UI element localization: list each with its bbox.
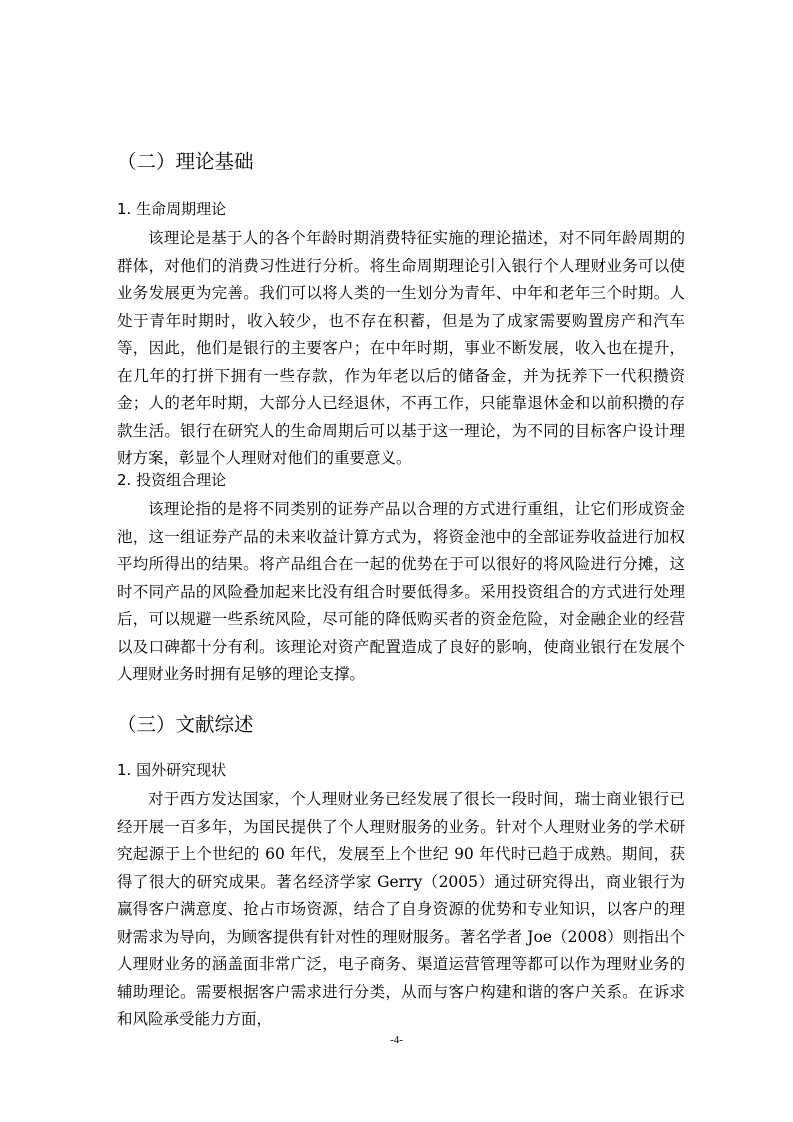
section-heading-literature: （三）文献综述 [117, 713, 254, 736]
paragraph-life-cycle: 该理论是基于人的各个年龄时期消费特征实施的理论描述，对不同年龄周期的群体，对他们的消费习性进行分析。将生命周期理论引入银行个人理财业务可以使业务发展更为完善。我们可以将人类的一生划分为青年、中年和老年三个时期。人处于青年时期时，收入较少，也不存在积蓄，但是为了成家需要购置房产和汽车等，因此，他们是银行的主要客户；在中年时期，事业不断发展，收入也在提升，在几年的打拼下拥有一些存款，作为年老以后的储备金，并为抚养下一代积攒资金；人的老年时期，大部分人已经退休，不再工作，只能靠退休金和以前积攒的存款生活。银行在研究人的生命周期后可以基于这一理论，为不同的目标客户设计理财方案，彰显个人理财对他们的重要意义。 [117, 229, 685, 467]
page-number: -4- [390, 1034, 403, 1046]
paragraph-foreign-research: 对于西方发达国家，个人理财业务已经发展了很长一段时间，瑞士商业银行已经开展一百多年，为国民提供了个人理财服务的业务。针对个人理财业务的学术研究起源于上个世纪的 60 年代，发展至上个世纪 90 年代时已趋于成熟。期间，获得了很大的研究成果。著名经济学家 Gerry（2005）通过研究得出，商业银行为赢得客户满意度、抢占市场资源，结合了自身资源的优势和专业知识，以客户的理财需求为导向，为顾客提供有针对性的理财服务。著名学者 Joe（2008）则指出个人理财业务的涵盖面非常广泛，电子商务、渠道运营管理等都可以作为理财业务的辅助理论。需要根据客户需求进行分类，从而与客户构建和谐的客户关系。在诉求和风险承受能力方面， [117, 790, 685, 1028]
subsection-heading-portfolio: 2. 投资组合理论 [117, 471, 227, 489]
section-heading-theory: （二）理论基础 [117, 150, 254, 173]
subsection-heading-life-cycle: 1. 生命周期理论 [117, 200, 227, 218]
subsection-heading-foreign-research: 1. 国外研究现状 [117, 761, 227, 779]
paragraph-portfolio: 该理论指的是将不同类别的证券产品以合理的方式进行重组，让它们形成资金池，这一组证券产品的未来收益计算方式为，将资金池中的全部证券收益进行加权平均所得出的结果。将产品组合在一起的优势在于可以很好的将风险进行分摊，这时不同产品的风险叠加起来比没有组合时要低得多。采用投资组合的方式进行处理后，可以规避一些系统风险，尽可能的降低购买者的资金危险，对金融企业的经营以及口碑都十分有利。该理论对资产配置造成了良好的影响，使商业银行在发展个人理财业务时拥有足够的理论支撑。 [117, 500, 685, 683]
